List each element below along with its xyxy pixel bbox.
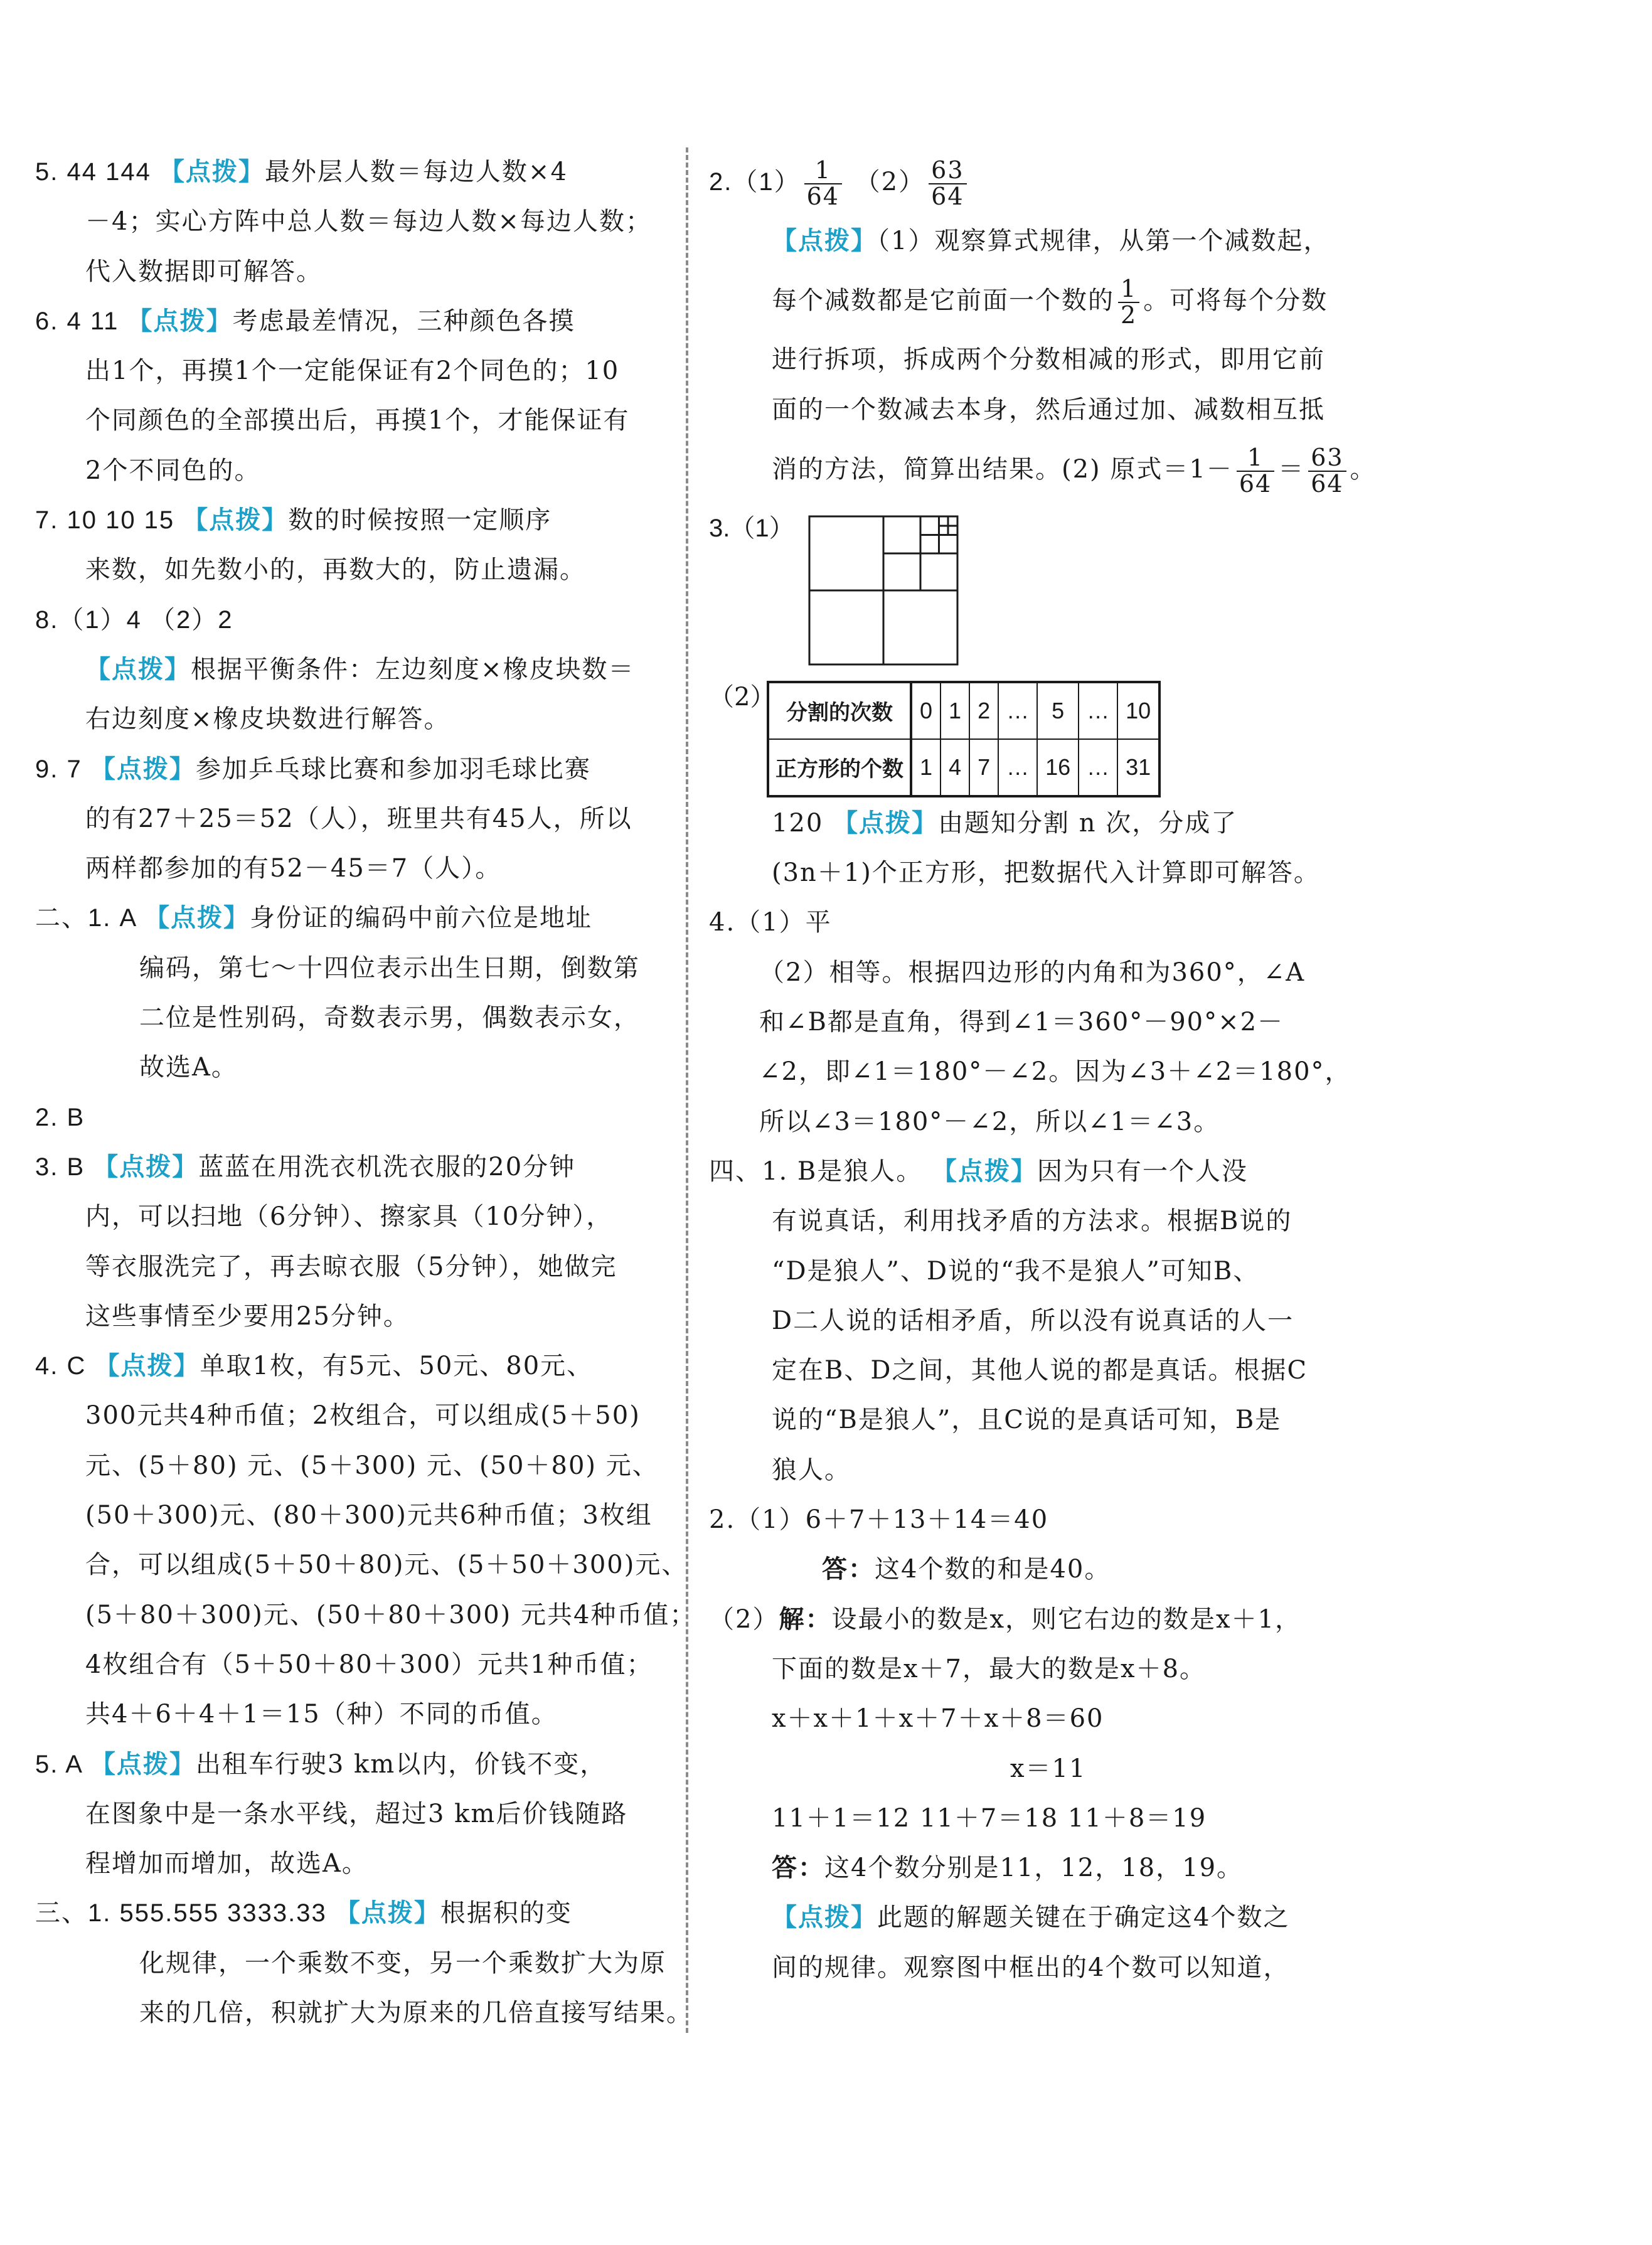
fraction-63-64 [1308, 445, 1346, 497]
left-line-23 [35, 1292, 663, 1341]
text: 此题的解题关键在于确定这4个数之 [877, 1903, 1290, 1933]
text: 个同颜色的全部摸出后，再摸1个，才能保证有 [85, 406, 630, 435]
item-head: 4. C [35, 1352, 95, 1380]
solution-label: 解： [779, 1604, 832, 1634]
s4-line-4 [709, 1346, 1343, 1395]
text: 程增加而增加，故选A。 [85, 1849, 368, 1879]
text: ＝ [1278, 454, 1305, 484]
item-head: 二、1. A [35, 904, 145, 932]
text: 右边刻度×橡皮块数进行解答。 [85, 705, 450, 734]
left-line-33 [35, 1789, 663, 1839]
tip-label: 【点拨】 [932, 1156, 1037, 1186]
text: 4枚组合有（5＋50＋80＋300）元共1种币值； [85, 1650, 653, 1679]
frac-den: 64 [931, 183, 964, 210]
text: 。 [1350, 454, 1377, 484]
text: （1）观察算式规律，从第一个减数起， [877, 227, 1330, 255]
table-cell: … [1079, 739, 1117, 796]
left-line-13 [35, 794, 663, 844]
equation: x＋x＋1＋x＋7＋x＋8＝60 [772, 1704, 1104, 1734]
frac-num: 1 [804, 158, 842, 184]
item-head: 2. B [35, 1103, 85, 1131]
text: 化规律，一个乘数不变，另一个乘数扩大为原 [139, 1948, 666, 1978]
tip-label: 【点拨】 [772, 1903, 877, 1933]
text: 面的一个数减去本身，然后通过加、减数相互抵 [772, 395, 1325, 424]
tip-label: 【点拨】 [85, 654, 191, 684]
right-column [709, 147, 1377, 1993]
left-line-10 [35, 645, 663, 695]
table-row [768, 739, 1159, 796]
table-cell: 16 [1037, 739, 1079, 796]
text: 和∠B都是直角，得到∠1＝360°－90°×2－ [759, 1008, 1284, 1037]
text: 120 [772, 808, 833, 838]
equation: x＝11 [1010, 1754, 1087, 1783]
q2-tip-line-1 [709, 216, 1343, 266]
q3-table-row [709, 673, 1343, 799]
left-line-22 [35, 1242, 663, 1292]
tip-label: 【点拨】 [144, 904, 250, 933]
text: 根据平衡条件：左边刻度×橡皮块数＝ [191, 654, 635, 684]
text: 2个不同色的。 [85, 456, 261, 485]
table-cell: 7 [969, 739, 998, 796]
left-line-18 [35, 1043, 663, 1092]
left-line-5 [35, 396, 663, 445]
p2-line-0 [709, 1495, 1343, 1545]
q2-tip-line-3 [709, 335, 1343, 385]
q3-head: 3.（1） [709, 514, 794, 542]
left-line-4 [35, 346, 663, 396]
table-cell: 31 [1117, 739, 1159, 796]
text: “D是狼人”、D说的“我不是狼人”可知B、 [772, 1256, 1260, 1286]
item-head: 5. 44 144 [35, 158, 159, 186]
left-line-16 [35, 944, 663, 993]
tip-label: 【点拨】 [90, 1749, 196, 1779]
text: 单取1枚，有5元、50元、80元、 [200, 1352, 594, 1381]
q3-table-label: （2） [709, 682, 775, 712]
text: 300元共4种币值；2枚组合，可以组成(5＋50) [85, 1401, 641, 1431]
text: 下面的数是x＋7，最大的数是x＋8。 [772, 1654, 1207, 1683]
text: (50＋300)元、(80＋300)元共6种币值；3枚组 [85, 1501, 653, 1530]
p2b-line-1 [709, 1595, 1343, 1645]
left-line-6 [35, 446, 663, 496]
text: （2）相等。根据四边形的内角和为360°，∠A [759, 957, 1306, 987]
fraction-1-2 [1118, 277, 1139, 328]
q4-line-2 [709, 998, 1343, 1047]
table-cell: 1 [911, 739, 941, 796]
text: (5＋80＋300)元、(50＋80＋300) 元共4种币值； [85, 1600, 696, 1629]
square-partition-figure [808, 515, 959, 666]
s4-line-6 [709, 1446, 1343, 1495]
text: 出1个，再摸1个一定能保证有2个同色的；10 [85, 356, 620, 386]
left-line-11 [35, 695, 663, 744]
q3-figure-row [709, 504, 1343, 673]
left-line-31 [35, 1690, 663, 1739]
text: 。可将每个分数 [1143, 286, 1328, 316]
left-line-37 [35, 1988, 693, 2038]
text: D二人说的话相矛盾，所以没有说真话的人一 [772, 1306, 1294, 1335]
tip-label: 【点拨】 [833, 808, 939, 838]
frac-num: 63 [929, 158, 966, 184]
text: 间的规律。观察图中框出的4个数可以知道， [772, 1953, 1290, 1982]
table-cell: 0 [911, 682, 941, 739]
s4-line-2 [709, 1247, 1343, 1296]
table-header-cell: 正方形的个数 [768, 739, 911, 796]
frac-den: 64 [1311, 469, 1344, 498]
text: 有说真话，利用找矛盾的方法求。根据B说的 [772, 1207, 1292, 1236]
p2b-line-2 [709, 1645, 1343, 1694]
text: (3n＋1)个正方形，把数据代入计算即可解答。 [772, 858, 1320, 888]
text: 由题知分割 n 次，分成了 [938, 808, 1238, 838]
s4-line-3 [709, 1296, 1343, 1346]
text: 内，可以扫地（6分钟）、擦家具（10分钟）， [85, 1202, 613, 1232]
frac-num: 63 [1308, 445, 1346, 472]
text: 编码，第七～十四位表示出生日期，倒数第 [139, 953, 640, 983]
left-line-20 [35, 1143, 663, 1192]
p2-answer-line [709, 1545, 1343, 1594]
q3-answer-line-2 [709, 848, 1343, 898]
left-line-17 [35, 993, 663, 1043]
s4-line-0 [709, 1147, 1343, 1197]
text: 故选A。 [139, 1053, 238, 1082]
text: 消的方法，简算出结果。(2) 原式＝1－ [772, 454, 1233, 484]
left-line-28 [35, 1540, 688, 1590]
text: 4.（1）平 [709, 908, 832, 937]
left-line-14 [35, 844, 663, 893]
tip-label: 【点拨】 [159, 157, 265, 186]
tip-label: 【点拨】 [93, 1152, 199, 1181]
column-divider [686, 147, 688, 2033]
left-line-26 [35, 1441, 663, 1491]
q2-head: 2.（1） [709, 168, 801, 196]
fraction-1-64 [1237, 445, 1274, 497]
item-head: 7. 10 10 15 [35, 506, 183, 535]
left-line-19 [35, 1093, 663, 1143]
item-head: 三、1. 555.555 3333.33 [35, 1899, 335, 1928]
text: 考虑最差情况，三种颜色各摸 [232, 306, 575, 336]
left-line-25 [35, 1391, 663, 1441]
q2-answer-line [709, 147, 1343, 216]
p2b-eq-1 [709, 1694, 1343, 1744]
left-line-27 [35, 1491, 663, 1540]
left-line-36 [35, 1939, 666, 1988]
text: 二位是性别码，奇数表示男，偶数表示女， [139, 1003, 640, 1033]
left-line-21 [35, 1192, 663, 1242]
text: 这些事情至少要用25分钟。 [85, 1301, 410, 1331]
tip-label: 【点拨】 [334, 1899, 440, 1928]
text: 设最小的数是x，则它右边的数是x＋1， [831, 1604, 1302, 1634]
left-line-8 [35, 545, 663, 595]
left-line-32 [35, 1740, 663, 1789]
text: （2） [709, 1604, 779, 1634]
text: ∠2，即∠1＝180°－∠2。因为∠3＋∠2＝180°， [759, 1057, 1351, 1087]
table-cell: 1 [941, 682, 969, 739]
tip-label: 【点拨】 [90, 754, 196, 784]
item-head: 8.（1）4 （2）2 [35, 605, 233, 634]
left-line-15 [35, 893, 663, 943]
table-cell: 5 [1037, 682, 1079, 739]
text: 最外层人数＝每边人数×4 [264, 157, 568, 186]
q4-line-3 [709, 1047, 1351, 1097]
q2-tip-line-5 [709, 435, 1377, 504]
table-cell: 2 [969, 682, 998, 739]
tip-label: 【点拨】 [183, 506, 289, 535]
frac-num: 1 [1237, 445, 1274, 472]
text: 进行拆项，拆成两个分数相减的形式，即用它前 [772, 345, 1325, 375]
item-head: 5. A [35, 1750, 90, 1778]
text: 两样都参加的有52－45＝7（人）。 [85, 854, 502, 883]
left-column [35, 147, 696, 2038]
text: 参加乒乓球比赛和参加羽毛球比赛 [195, 754, 591, 784]
q2-tip-line-2 [709, 266, 1343, 335]
left-line-34 [35, 1839, 663, 1889]
s4-line-5 [709, 1395, 1343, 1445]
text: 数的时候按照一定顺序 [288, 506, 552, 535]
q4-line-0 [709, 898, 1343, 947]
q2-tip-line-4 [709, 385, 1343, 435]
answer-label: 答： [822, 1555, 875, 1584]
left-line-12 [35, 745, 663, 794]
table-cell: … [998, 682, 1037, 739]
table-cell: 10 [1117, 682, 1159, 739]
item-head: 6. 4 11 [35, 307, 127, 335]
text: 代入数据即可解答。 [85, 257, 322, 286]
left-line-1 [35, 197, 663, 247]
left-line-9 [35, 595, 663, 645]
text: 出租车行驶3 km以内，价钱不变， [195, 1749, 607, 1779]
text: 来的几倍，积就扩大为原来的几倍直接写结果。 [139, 1998, 693, 2027]
p2b-tip-line-2 [709, 1943, 1343, 1993]
text: 每个减数都是它前面一个数的 [772, 286, 1114, 316]
left-line-7 [35, 496, 663, 545]
fraction-1-64 [804, 158, 842, 210]
text: 来数，如先数小的，再数大的，防止遗漏。 [85, 555, 586, 585]
p2b-eq-3 [709, 1794, 1343, 1843]
p2b-eq-2 [709, 1744, 1343, 1794]
p2b-answer-line [709, 1843, 1343, 1893]
text: 狼人。 [772, 1455, 851, 1485]
q4-line-4 [709, 1097, 1343, 1147]
text: 四、1. B是狼人。 [709, 1156, 932, 1186]
answer-label: 答： [772, 1853, 824, 1883]
p2b-tip-line-1 [709, 1893, 1343, 1943]
frac-num: 1 [1118, 277, 1139, 303]
text: 因为只有一个人没 [1037, 1156, 1248, 1186]
text: 根据积的变 [440, 1899, 572, 1928]
text: 所以∠3＝180°－∠2，所以∠1＝∠3。 [759, 1107, 1220, 1136]
text: 合，可以组成(5＋50＋80)元、(5＋50＋300)元、 [85, 1550, 688, 1580]
text: 等衣服洗完了，再去晾衣服（5分钟），她做完 [85, 1252, 617, 1281]
left-line-35 [35, 1889, 663, 1938]
item-head: 9. 7 [35, 755, 90, 783]
item-head: 3. B [35, 1153, 93, 1181]
table-row [768, 682, 1159, 739]
text: 这4个数的和是40。 [875, 1555, 1111, 1584]
frac-den: 64 [1239, 469, 1272, 498]
left-line-0 [35, 147, 663, 197]
table-header-cell: 分割的次数 [768, 682, 911, 739]
partition-table [767, 681, 1161, 797]
tip-label: 【点拨】 [772, 227, 877, 255]
left-line-30 [35, 1640, 663, 1690]
s4-line-1 [709, 1197, 1343, 1246]
text: 说的“B是狼人”，且C说的是真话可知，B是 [772, 1405, 1282, 1435]
text: 身份证的编码中前六位是地址 [250, 904, 593, 933]
left-line-3 [35, 297, 663, 346]
text: 定在B、D之间，其他人说的都是真话。根据C [772, 1356, 1308, 1385]
q3-answer-line-1 [709, 799, 1343, 848]
text: 这4个数分别是11，12，18，19。 [824, 1853, 1244, 1883]
q4-line-1 [709, 948, 1343, 998]
left-line-24 [35, 1341, 663, 1391]
table-cell: … [998, 739, 1037, 796]
text: 蓝蓝在用洗衣机洗衣服的20分钟 [198, 1152, 576, 1181]
table-cell: 4 [941, 739, 969, 796]
text: 的有27＋25＝52（人），班里共有45人，所以 [85, 804, 632, 833]
text: 在图象中是一条水平线，超过3 km后价钱随路 [85, 1799, 628, 1828]
left-line-2 [35, 247, 663, 297]
text: 共4＋6＋4＋1＝15（种）不同的币值。 [85, 1700, 558, 1729]
text: 元、(5＋80) 元、(5＋300) 元、(50＋80) 元、 [85, 1451, 659, 1480]
text: 2.（1）6＋7＋13＋14＝40 [709, 1505, 1049, 1535]
fraction-63-64 [929, 158, 966, 210]
table-cell: … [1079, 682, 1117, 739]
left-line-29 [35, 1591, 696, 1640]
frac-den: 64 [806, 183, 839, 210]
q2-mid: （2） [845, 168, 925, 196]
frac-den: 2 [1121, 301, 1138, 329]
text: －4；实心方阵中总人数＝每边人数×每边人数； [85, 207, 652, 237]
tip-label: 【点拨】 [94, 1352, 200, 1381]
tip-label: 【点拨】 [127, 306, 233, 336]
equation: 11＋1＝12 11＋7＝18 11＋8＝19 [772, 1803, 1207, 1833]
